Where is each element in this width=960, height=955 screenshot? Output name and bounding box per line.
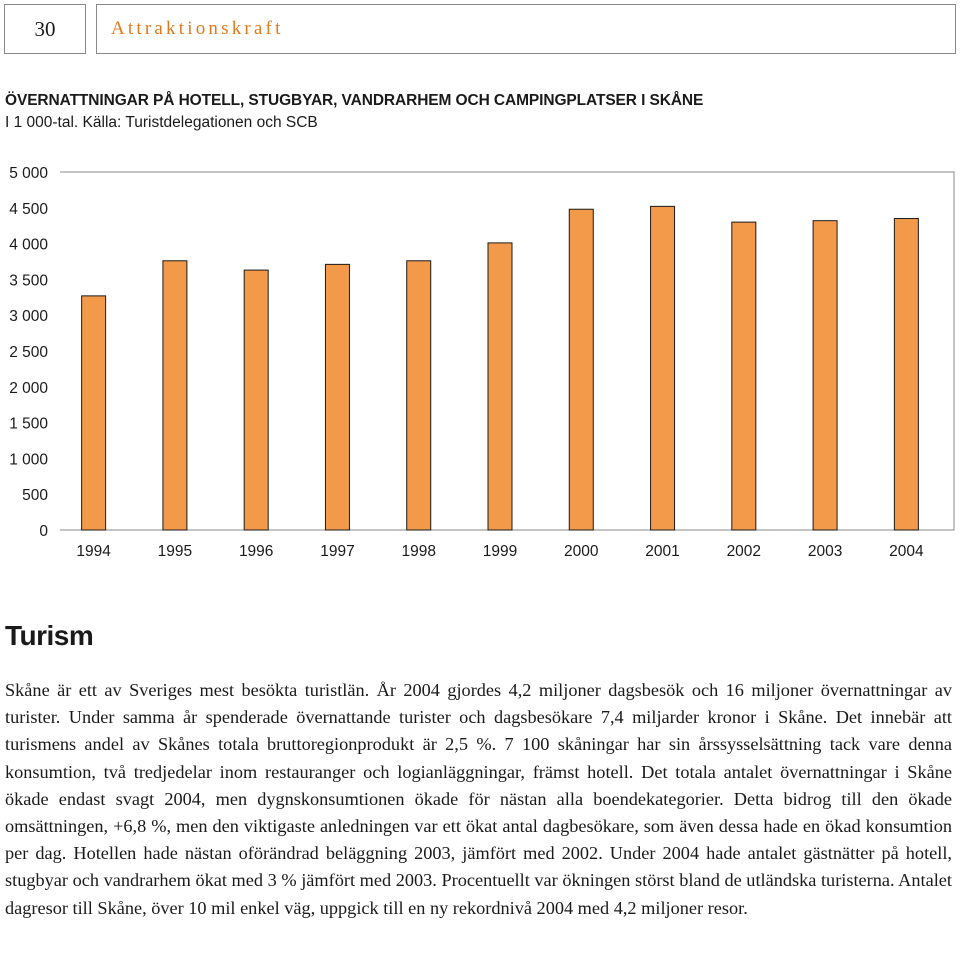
y-tick-label: 4 000 xyxy=(9,236,48,254)
y-tick-label: 0 xyxy=(39,523,48,540)
section-title: Attraktionskraft xyxy=(111,18,284,39)
bar xyxy=(651,206,675,530)
y-tick-label: 500 xyxy=(22,487,48,505)
x-tick-label: 2002 xyxy=(726,543,762,560)
y-tick-label: 3 000 xyxy=(9,308,48,326)
bar xyxy=(325,264,349,530)
x-tick-label: 1994 xyxy=(76,543,111,560)
bar-chart xyxy=(0,150,960,570)
bar xyxy=(244,270,268,530)
bar xyxy=(82,296,106,530)
page-number: 30 xyxy=(34,17,56,41)
y-tick-label: 3 500 xyxy=(9,272,48,290)
bar xyxy=(894,219,918,530)
x-tick-label: 2001 xyxy=(645,543,680,560)
section-heading: Turism xyxy=(5,620,94,651)
y-tick-label: 4 500 xyxy=(9,200,48,218)
x-tick-label: 1995 xyxy=(157,543,193,560)
bar xyxy=(163,261,187,530)
bar xyxy=(569,209,593,530)
bar xyxy=(813,221,837,530)
y-tick-label: 1 000 xyxy=(9,451,48,469)
x-tick-label: 1996 xyxy=(238,543,274,560)
x-tick-label: 2004 xyxy=(889,543,924,560)
x-tick-label: 1998 xyxy=(401,543,436,560)
bar xyxy=(488,243,512,530)
y-tick-label: 1 500 xyxy=(9,415,48,433)
x-tick-label: 2003 xyxy=(807,543,843,560)
x-tick-label: 1999 xyxy=(482,543,518,560)
y-tick-label: 2 000 xyxy=(9,379,48,397)
chart-subtitle: I 1 000-tal. Källa: Turistdelegationen och SCB xyxy=(5,114,318,131)
x-tick-label: 2000 xyxy=(564,543,599,560)
chart-title: ÖVERNATTNINGAR PÅ HOTELL, STUGBYAR, VANDRARHEM OCH CAMPINGPLATSER I SKÅNE xyxy=(5,92,704,109)
bar xyxy=(407,261,431,530)
bar xyxy=(732,222,756,530)
y-tick-label: 2 500 xyxy=(9,344,48,361)
article-body: Skåne är ett av Sveriges mest besökta turistlän. År 2004 gjordes 4,2 miljoner dagsbesök och 16 miljoner övernattningar av turister. Under samma år spenderade övernattande turister och dagsbesökare 7,4 miljarder kronor i Skåne. Det innebär att turismens andel av Skånes totala bruttoregionprodukt är 2,5 %. 7 100 skåningar har sin årssysselsättning tack vare denna konsumtion, två tredjedelar inom restauranger och logianläggningar, främst hotell. Det totala antalet övernattningar i Skåne ökade endast svagt 2004, men dygnskonsumtionen ökade för nästan alla boendekategorier. Detta bidrog till den ökade omsättningen, +6,8 %, men den viktigaste anledningen var ett ökat antal dagbesökare, som även dessa hade en ökad konsumtion per dag. Hotellen hade nästan oförändrad beläggning 2003, jämfört med 2002. Under 2004 hade antalet gästnätter på hotell, stugbyar och vandrarhem ökat med 3 % jämfört med 2003. Procentuellt var ökningen störst bland de utländska turisterna. Antalet dagresor till Skåne, över 10 mil enkel väg, uppgick till en ny rekordnivå 2004 med 4,2 miljoner resor. xyxy=(5,680,952,918)
x-tick-label: 1997 xyxy=(320,543,355,560)
page-number-box xyxy=(4,4,86,54)
section-header-box xyxy=(96,4,956,54)
y-tick-label: 5 000 xyxy=(9,165,48,182)
